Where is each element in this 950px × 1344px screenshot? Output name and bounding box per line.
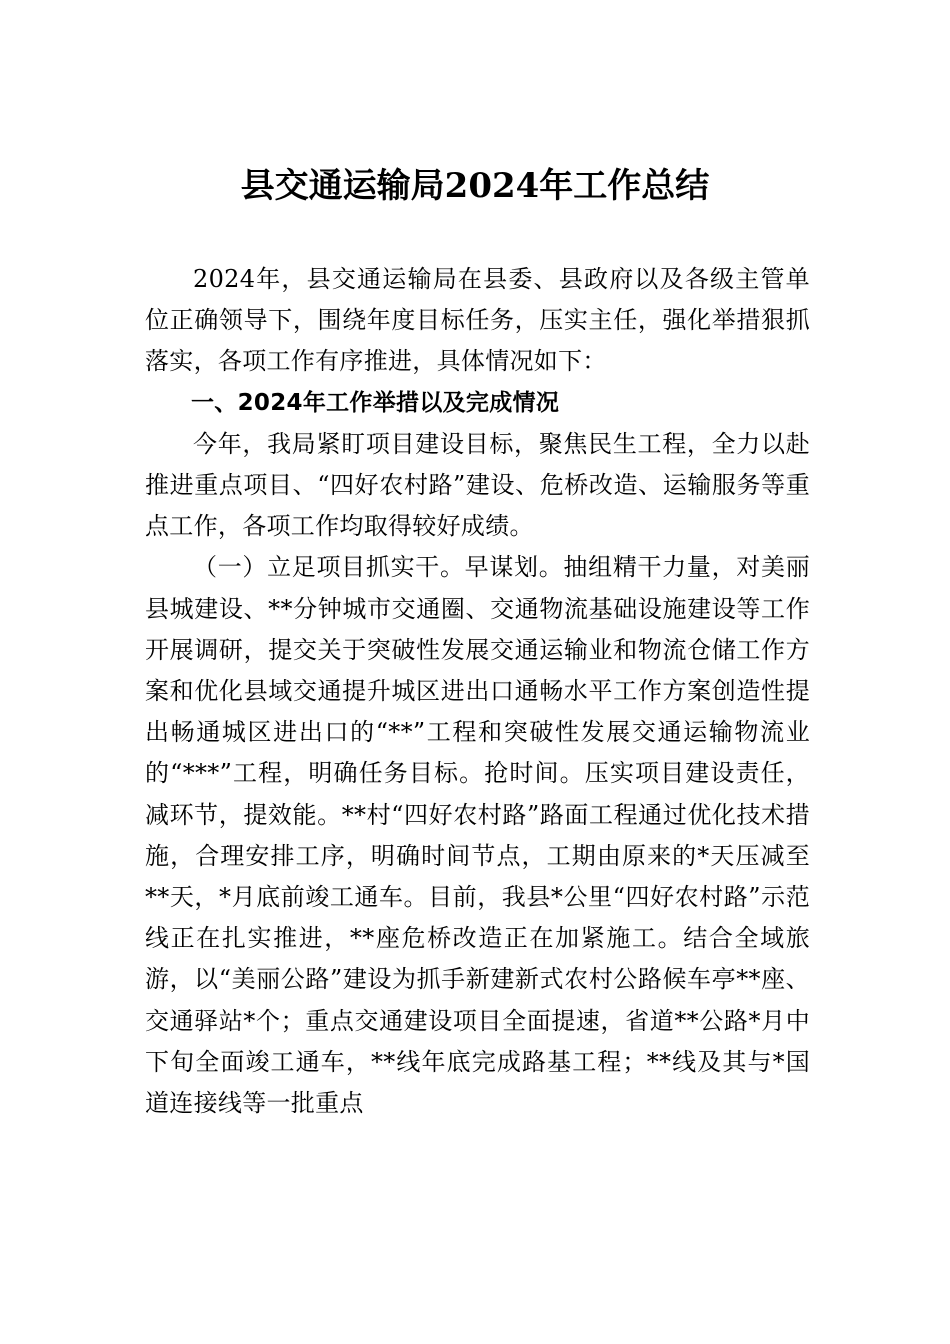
section-heading: 一、2024年工作举措以及完成情况 bbox=[191, 389, 560, 416]
document-title: 县交通运输局2024年工作总结 bbox=[240, 166, 710, 206]
intro-paragraph: 2024年，县交通运输局在县委、县政府以及各级主管单位正确领导下，围绕年度目标任务，压实主任，强化举措狠抓落实，各项工作有序推进，具体情况如下： bbox=[145, 265, 810, 376]
document-body bbox=[145, 259, 810, 1124]
section-intro-paragraph: 今年，我局紧盯项目建设目标，聚焦民生工程，全力以赴推进重点项目、“四好农村路”建设、危桥改造、运输服务等重点工作，各项工作均取得较好成绩。 bbox=[145, 429, 810, 541]
subsection-paragraph: （一）立足项目抓实干。早谋划。抽组精干力量，对美丽县城建设、**分钟城市交通圈、交通物流基础设施建设等工作开展调研，提交关于突破性发展交通运输业和物流仓储工作方案和优化县域交通提升城区进出口通畅水平工作方案创造性提出畅通城区进出口的“**”工程和突破性发展交通运输物流业的“***”工程，明确任务目标。抢时间。压实项目建设责任，减环节，提效能。**村“四好农村路”路面工程通过优化技术措施，合理安排工序，明确时间节点，工期由原来的*天压减至**天，*月底前竣工通车。目前，我县*公里“四好农村路”示范线正在扎实推进，**座危桥改造正在加紧施工。结合全域旅游，以“美丽公路”建设为抓手新建新式农村公路候车亭**座、交通驿站*个；重点交通建设项目全面提速，省道**公路*月中下旬全面竣工通车，**线年底完成路基工程；**线及其与*国道连接线等一批重点 bbox=[145, 553, 810, 1118]
